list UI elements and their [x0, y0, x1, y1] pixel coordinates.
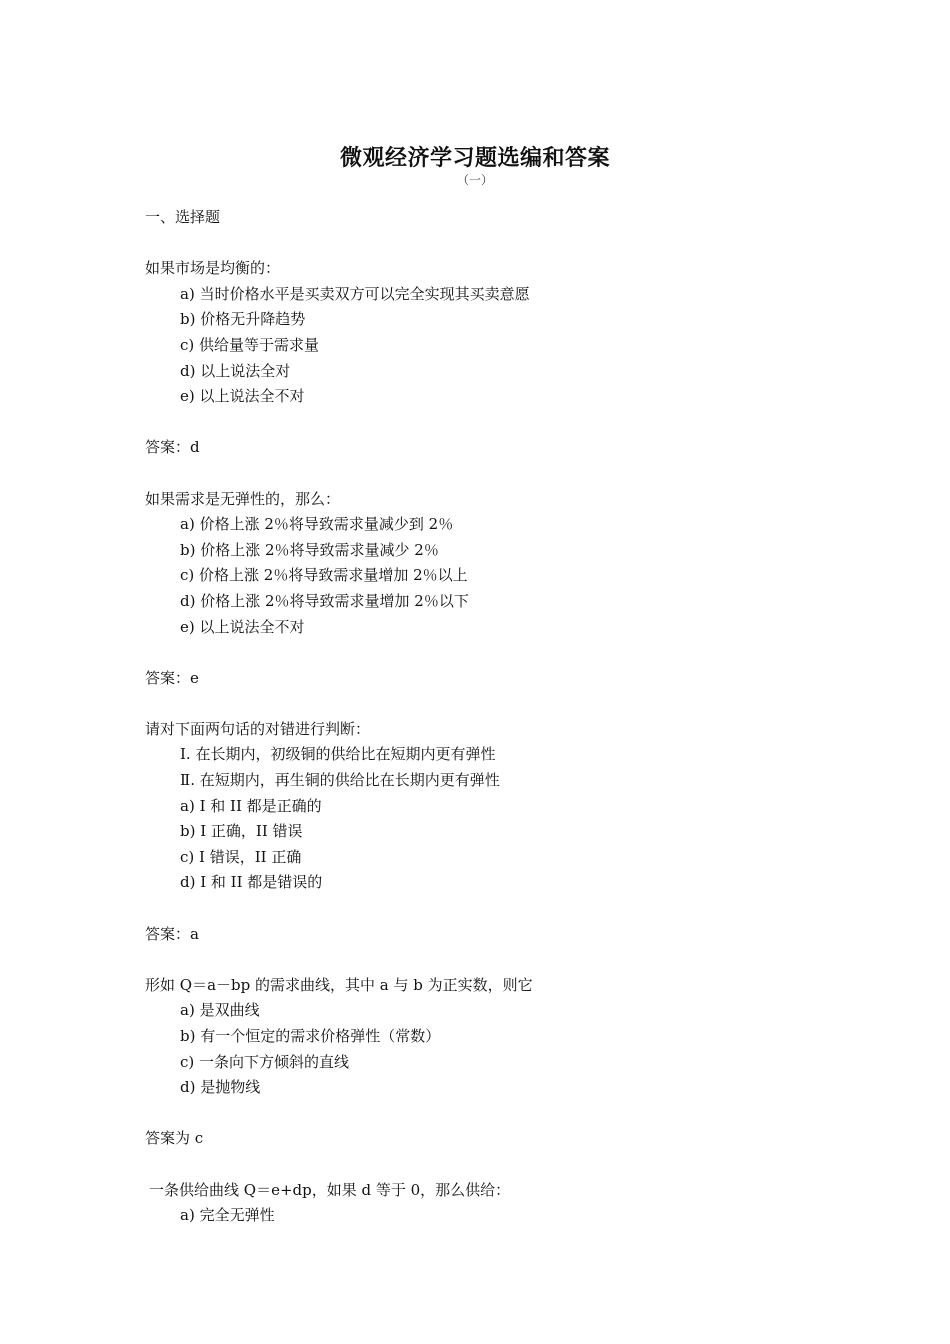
document-title: 微观经济学习题选编和答案 [339, 145, 610, 171]
question-2 [145, 487, 845, 692]
option-a: a) 是双曲线 [180, 1001, 260, 1020]
answer: 答案为 c [145, 1129, 204, 1148]
option-c: c) 价格上涨 2％将导致需求量增加 2％以上 [180, 566, 468, 585]
option-a: a) 价格上涨 2％将导致需求量减少到 2％ [180, 515, 454, 534]
answer: 答案：d [145, 438, 200, 457]
spacer [145, 640, 845, 666]
spacer [145, 691, 845, 717]
question-stem: 如果需求是无弹性的，那么： [145, 489, 341, 508]
option-d: d) 以上说法全对 [180, 361, 291, 380]
option-d: d) 价格上涨 2％将导致需求量增加 2％以下 [180, 591, 469, 610]
statement-1: I. 在长期内，初级铜的供给比在短期内更有弹性 [180, 745, 496, 764]
spacer [145, 231, 845, 257]
question-5 [145, 1178, 845, 1229]
option-a: a) I 和 II 都是正确的 [180, 796, 322, 815]
question-4 [145, 973, 845, 1152]
statement-2: Ⅱ. 在短期内，再生铜的供给比在长期内更有弹性 [180, 771, 500, 790]
option-d: d) I 和 II 都是错误的 [180, 873, 323, 892]
answer: 答案：e [145, 668, 199, 687]
question-1 [145, 256, 845, 461]
spacer [145, 410, 845, 436]
option-b: b) I 正确，II 错误 [180, 822, 303, 841]
option-c: c) 供给量等于需求量 [180, 335, 320, 354]
spacer [145, 1101, 845, 1127]
question-stem: 如果市场是均衡的： [145, 259, 281, 278]
section-heading: 一、选择题 [145, 208, 221, 226]
question-stem: 形如 Q＝a－bp 的需求曲线，其中 a 与 b 为正实数，则它 [145, 975, 533, 994]
option-d: d) 是抛物线 [180, 1078, 261, 1097]
option-e: e) 以上说法全不对 [180, 617, 305, 636]
option-c: c) 一条向下方倾斜的直线 [180, 1052, 350, 1071]
document-body [145, 205, 845, 1229]
option-c: c) I 错误，II 正确 [180, 847, 302, 866]
option-a: a) 当时价格水平是买卖双方可以完全实现其买卖意愿 [180, 284, 530, 303]
answer: 答案：a [145, 924, 199, 943]
spacer [145, 947, 845, 973]
option-e: e) 以上说法全不对 [180, 387, 305, 406]
question-stem: 请对下面两句话的对错进行判断： [145, 719, 371, 738]
question-3 [145, 717, 845, 947]
document-subtitle: （一） [456, 173, 493, 187]
question-stem: 一条供给曲线 Q＝e+dp，如果 d 等于 0，那么供给： [149, 1180, 511, 1199]
option-b: b) 价格无升降趋势 [180, 310, 306, 329]
spacer [145, 896, 845, 922]
spacer [145, 461, 845, 487]
option-a: a) 完全无弹性 [180, 1206, 275, 1225]
spacer [145, 1152, 845, 1178]
option-b: b) 有一个恒定的需求价格弹性（常数） [180, 1027, 441, 1045]
option-b: b) 价格上涨 2％将导致需求量减少 2％ [180, 540, 439, 559]
